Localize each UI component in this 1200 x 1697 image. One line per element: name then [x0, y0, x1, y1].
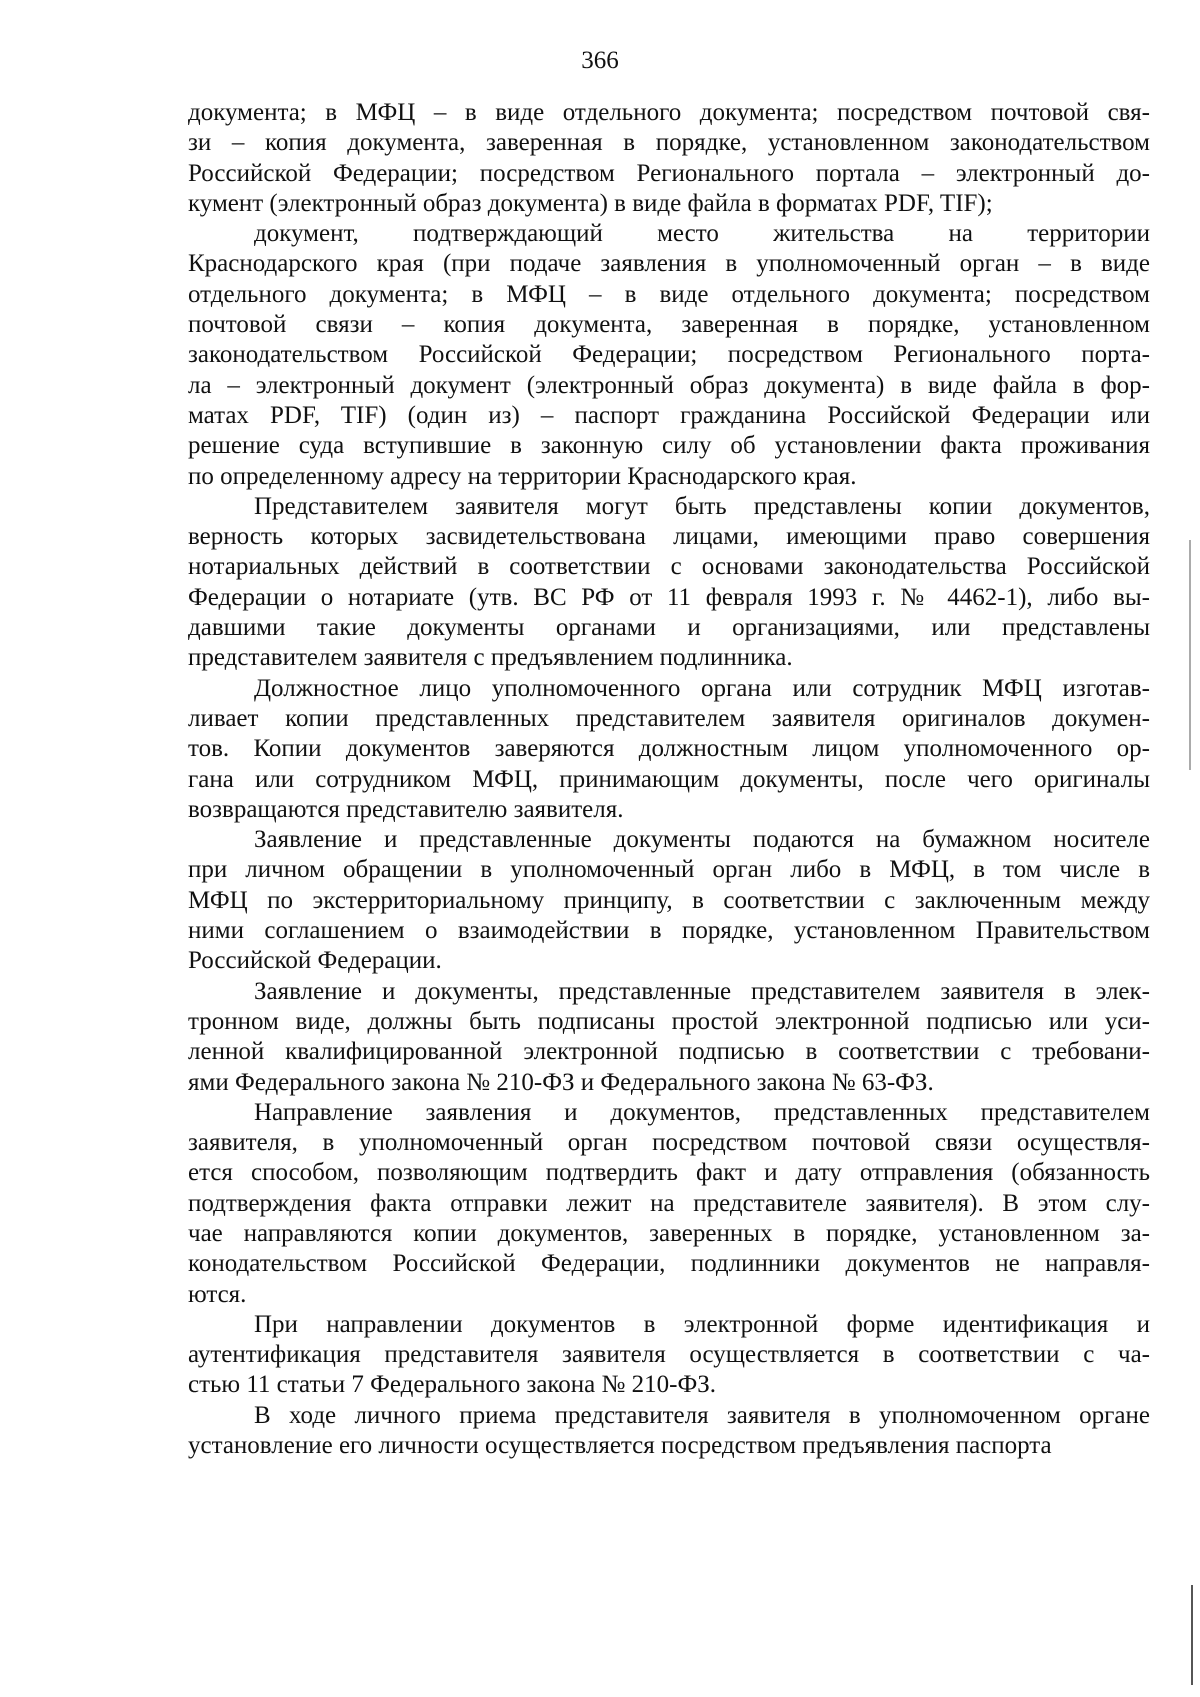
text-line: зи – копия документа, заверенная в порядке, установленном законодательством: [188, 129, 1150, 157]
text-line: Представителем заявителя могут быть представлены копии документов,: [254, 492, 1150, 520]
paragraph: [188, 219, 1150, 492]
text-line: стью 11 статьи 7 Федерального закона № 210-ФЗ.: [188, 1371, 716, 1399]
text-line: возвращаются представителю заявителя.: [188, 795, 624, 823]
text-line: законодательством Российской Федерации; посредством Регионального порта-: [188, 341, 1150, 369]
paragraph: [188, 1098, 1150, 1310]
paragraph: [188, 825, 1150, 976]
paragraph: [188, 977, 1150, 1098]
text-line: установление его личности осуществляется посредством предъявления паспорта: [188, 1432, 1052, 1460]
scan-mark: [1191, 1585, 1193, 1685]
text-line: ла – электронный документ (электронный образ документа) в виде файла в фор-: [188, 371, 1150, 399]
text-line: ними соглашением о взаимодействии в порядке, установленном Правительством: [188, 917, 1150, 945]
text-line: документа; в МФЦ – в виде отдельного документа; посредством почтовой свя-: [188, 99, 1150, 126]
page-number: 366: [581, 47, 619, 74]
text-line: отдельного документа; в МФЦ – в виде отдельного документа; посредством: [188, 280, 1150, 308]
text-line: конодательством Российской Федерации, подлинники документов не направля-: [188, 1250, 1150, 1278]
text-line: чае направляются копии документов, заверенных в порядке, установленном за-: [188, 1219, 1150, 1247]
text-line: Краснодарского края (при подаче заявления в уполномоченный орган – в виде: [188, 250, 1150, 278]
paragraph: [188, 674, 1150, 825]
text-line: Федерации о нотариате (утв. ВС РФ от 11 февраля 1993 г. № 4462-1), либо вы-: [188, 583, 1150, 611]
text-line: документ, подтверждающий место жительства на территории: [254, 220, 1150, 248]
text-line: ется способом, позволяющим подтвердить факт и дату отправления (обязанность: [188, 1159, 1150, 1187]
text-line: Направление заявления и документов, представленных представителем: [254, 1098, 1150, 1126]
text-line: Должностное лицо уполномоченного органа или сотрудник МФЦ изготав-: [254, 674, 1150, 702]
text-line: заявителя, в уполномоченный орган посредством почтовой связи осуществля-: [188, 1129, 1150, 1157]
text-line: при личном обращении в уполномоченный орган либо в МФЦ, в том числе в: [188, 856, 1150, 884]
text-line: ями Федерального закона № 210-ФЗ и Федерального закона № 63-ФЗ.: [188, 1068, 934, 1096]
text-line: кумент (электронный образ документа) в виде файла в форматах PDF, TIF);: [188, 189, 993, 217]
text-line: почтовой связи – копия документа, заверенная в порядке, установленном: [188, 311, 1150, 339]
text-line: гана или сотрудником МФЦ, принимающим документы, после чего оригиналы: [188, 765, 1150, 793]
text-line: Российской Федерации; посредством Регионального портала – электронный до-: [188, 159, 1150, 187]
text-line: При направлении документов в электронной форме идентификация и: [254, 1310, 1150, 1338]
text-line: верность которых засвидетельствована лицами, имеющими право совершения: [188, 523, 1150, 551]
paragraph: [188, 492, 1150, 674]
text-line: Заявление и представленные документы подаются на бумажном носителе: [254, 826, 1150, 854]
text-line: Российской Федерации.: [188, 947, 442, 975]
text-line: МФЦ по экстерриториальному принципу, в соответствии с заключенным между: [188, 886, 1150, 914]
paragraph: [188, 1401, 1150, 1462]
text-line: решение суда вступившие в законную силу об установлении факта проживания: [188, 432, 1150, 460]
text-line: нотариальных действий в соответствии с основами законодательства Российской: [188, 553, 1150, 581]
document-body: [188, 98, 1150, 1461]
text-line: представителем заявителя с предъявлением подлинника.: [188, 644, 793, 672]
text-line: тронном виде, должны быть подписаны простой электронной подписью или уси-: [188, 1007, 1150, 1035]
text-line: матах PDF, TIF) (один из) – паспорт гражданина Российской Федерации или: [188, 401, 1150, 429]
paragraph: [188, 1310, 1150, 1401]
text-line: Заявление и документы, представленные представителем заявителя в элек-: [254, 977, 1150, 1005]
scan-mark: [1189, 540, 1191, 770]
text-line: подтверждения факта отправки лежит на представителе заявителя). В этом слу-: [188, 1189, 1150, 1217]
text-line: аутентификация представителя заявителя осуществляется в соответствии с ча-: [188, 1341, 1150, 1369]
text-line: давшими такие документы органами и организациями, или представлены: [188, 614, 1150, 642]
text-line: ливает копии представленных представителем заявителя оригиналов докумен-: [188, 704, 1150, 732]
text-line: ленной квалифицированной электронной подписью в соответствии с требовани-: [188, 1038, 1150, 1066]
text-line: В ходе личного приема представителя заявителя в уполномоченном органе: [254, 1401, 1150, 1429]
text-line: тов. Копии документов заверяются должностным лицом уполномоченного ор-: [188, 735, 1150, 763]
text-line: по определенному адресу на территории Краснодарского края.: [188, 462, 857, 490]
paragraph: [188, 98, 1150, 219]
text-line: ются.: [188, 1280, 247, 1308]
